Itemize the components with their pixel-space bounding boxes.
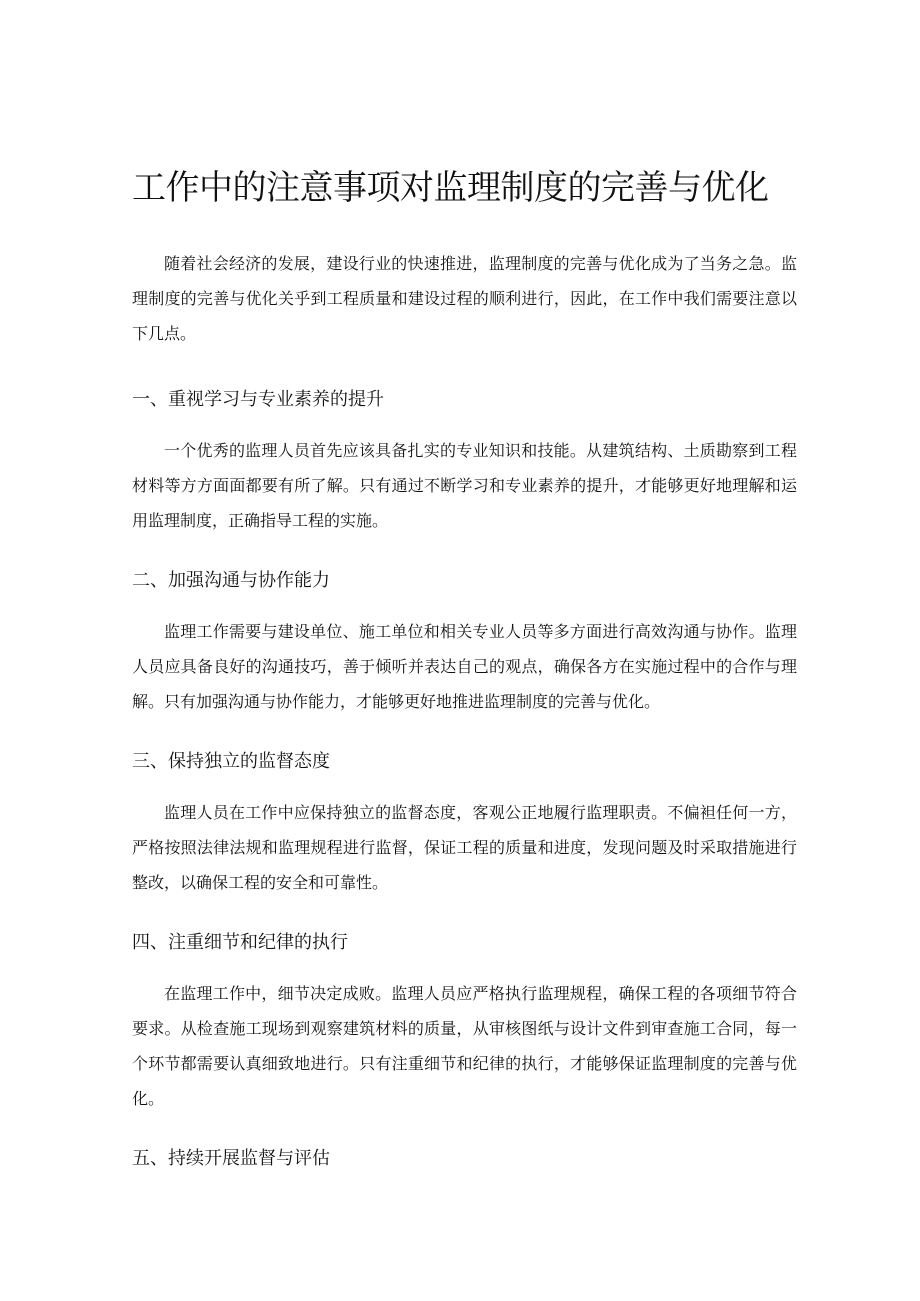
section-heading-5: 五、持续开展监督与评估	[132, 1148, 330, 1169]
section-body-1: 一个优秀的监理人员首先应该具备扎实的专业知识和技能。从建筑结构、土质勘察到工程材料等方方面面都要有所了解。只有通过不断学习和专业素养的提升，才能够更好地理解和运用监理制度，正确指导工程的实施。	[132, 441, 797, 530]
section-heading-1: 一、重视学习与专业素养的提升	[132, 389, 384, 410]
document-title: 工作中的注意事项对监理制度的完善与优化	[132, 168, 769, 208]
section-heading-2: 二、加强沟通与协作能力	[132, 570, 330, 591]
section-body-4: 在监理工作中，细节决定成败。监理人员应严格执行监理规程，确保工程的各项细节符合要求。从检查施工现场到观察建筑材料的质量，从审核图纸与设计文件到审查施工合同，每一个环节都需要认真细致地进行。只有注重细节和纪律的执行，才能够保证监理制度的完善与优化。	[132, 984, 797, 1108]
document-page	[132, 160, 797, 1174]
section-heading-4: 四、注重细节和纪律的执行	[132, 932, 348, 953]
intro-paragraph: 随着社会经济的发展，建设行业的快速推进，监理制度的完善与优化成为了当务之急。监理制度的完善与优化关乎到工程质量和建设过程的顺利进行，因此，在工作中我们需要注意以下几点。	[132, 254, 797, 343]
section-heading-3: 三、保持独立的监督态度	[132, 751, 330, 772]
section-body-2: 监理工作需要与建设单位、施工单位和相关专业人员等多方面进行高效沟通与协作。监理人员应具备良好的沟通技巧，善于倾听并表达自己的观点，确保各方在实施过程中的合作与理解。只有加强沟通与协作能力，才能够更好地推进监理制度的完善与优化。	[132, 622, 797, 711]
section-body-3: 监理人员在工作中应保持独立的监督态度，客观公正地履行监理职责。不偏袒任何一方，严格按照法律法规和监理规程进行监督，保证工程的质量和进度，发现问题及时采取措施进行整改，以确保工程的安全和可靠性。	[132, 803, 797, 892]
